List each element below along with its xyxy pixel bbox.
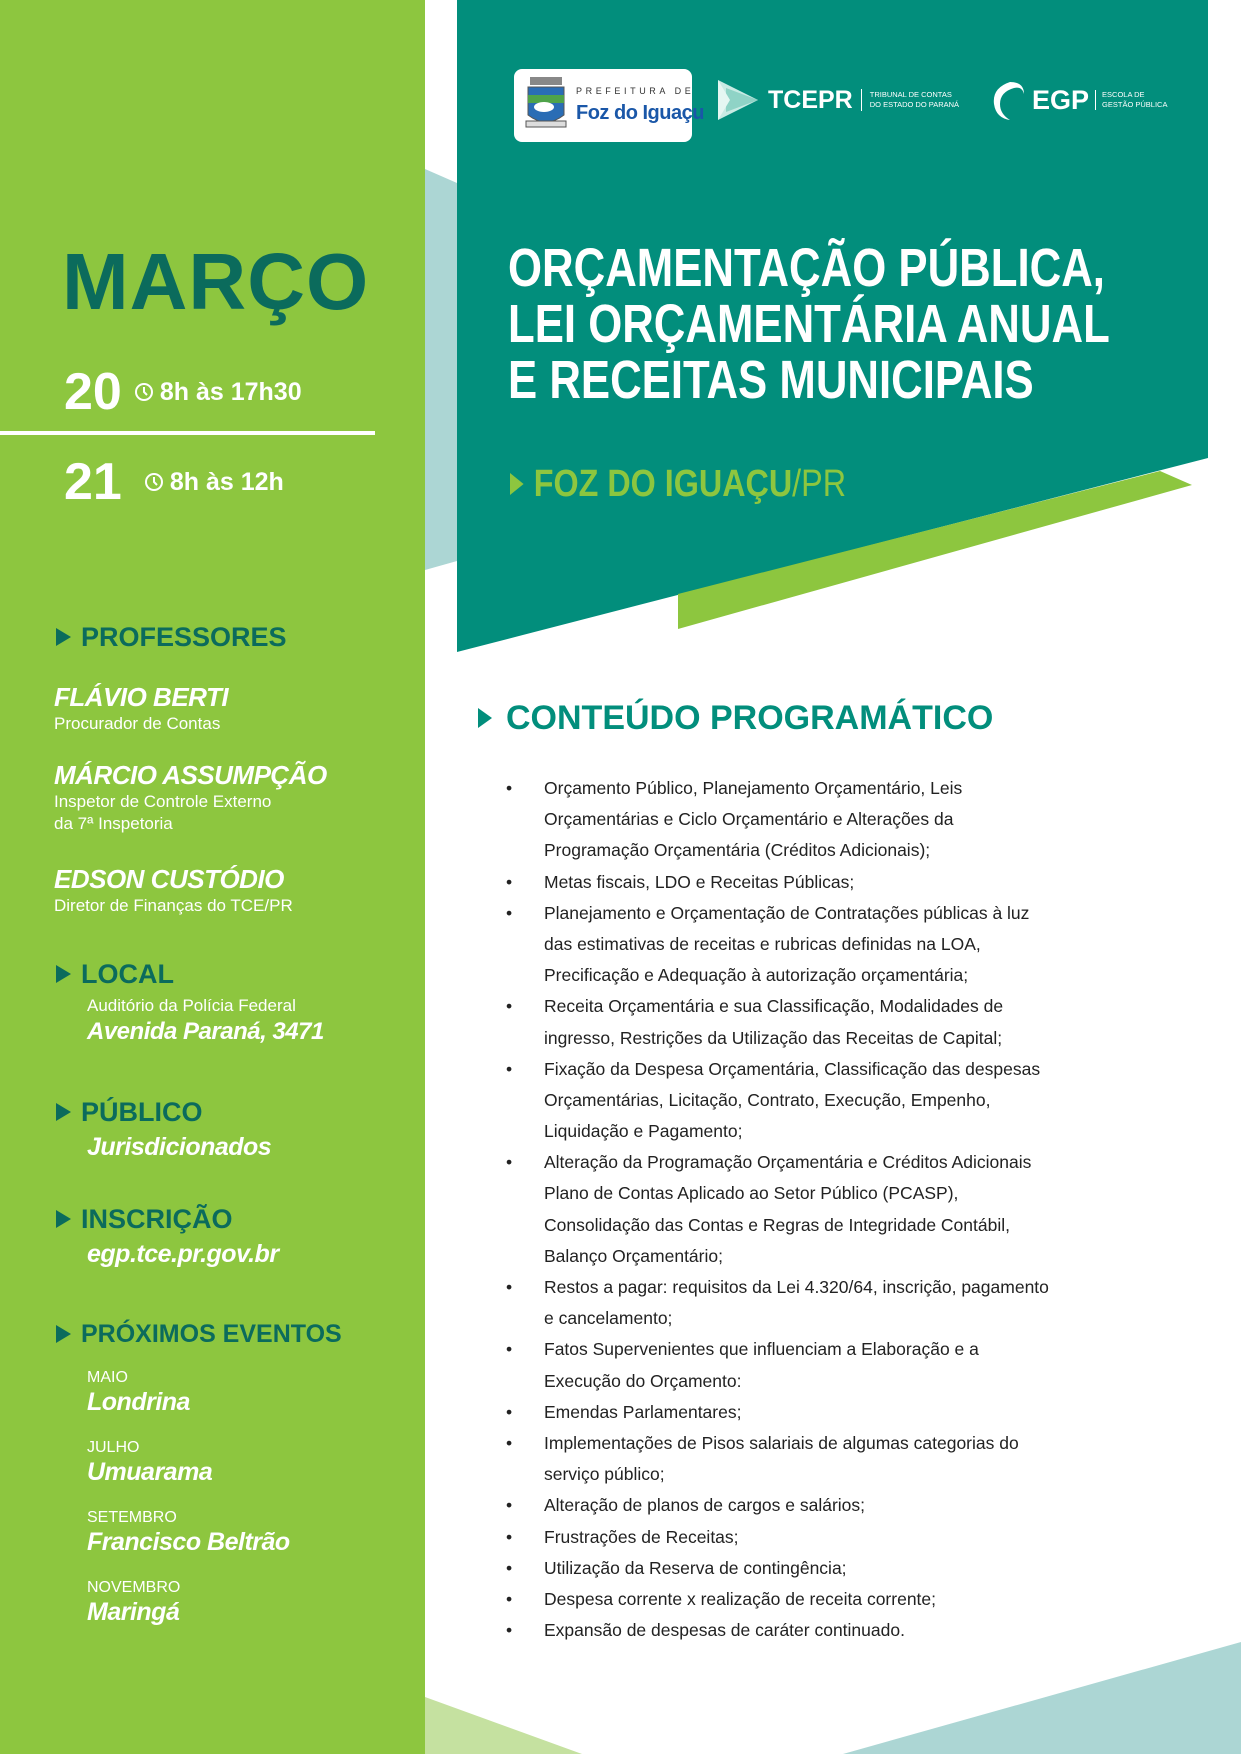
day-time: 8h às 12h	[169, 468, 284, 496]
play-arrow-icon	[56, 1103, 71, 1121]
list-item-text: Utilização da Reserva de contingência;	[544, 1557, 847, 1578]
bullet-icon: •	[506, 1401, 513, 1422]
list-item-text: Metas fiscais, LDO e Receitas Públicas;	[544, 871, 855, 892]
light-green-corner	[425, 1697, 582, 1754]
content-list	[506, 773, 1049, 1646]
event-month: MARÇO	[62, 237, 370, 326]
schedule-day-1	[64, 362, 302, 422]
play-arrow-icon	[56, 1210, 71, 1228]
list-item-line	[506, 929, 1049, 960]
event-location	[510, 462, 846, 506]
list-item-text: Restos a pagar: requisitos da Lei 4.320/64, inscrição, pagamento	[544, 1277, 1049, 1297]
title-line: LEI ORÇAMENTÁRIA ANUAL	[508, 294, 1110, 354]
list-item-text: Programação Orçamentária (Créditos Adicionais);	[544, 840, 931, 861]
list-item-text: Despesa corrente x realização de receita corrente;	[544, 1588, 937, 1609]
play-arrow-icon	[56, 1325, 71, 1343]
list-item-line	[506, 960, 1049, 991]
egp-swirl-icon	[990, 78, 1026, 122]
event-month: SETEMBRO	[87, 1509, 177, 1526]
list-item-text: ingresso, Restrições da Utilização das Receitas de Capital;	[544, 1027, 1003, 1048]
list-item-text: Orçamentárias e Ciclo Orçamentário e Alterações da	[544, 809, 954, 830]
section-heading: PROFESSORES	[81, 622, 287, 652]
event-month: MAIO	[87, 1369, 128, 1386]
list-item-line	[506, 1553, 1049, 1584]
section-professores	[56, 621, 287, 653]
professor-role: Diretor de Finanças do TCE/PR	[54, 896, 293, 915]
list-item-line	[506, 1147, 1049, 1178]
list-item-text: Fixação da Despesa Orçamentária, Classificação das despesas	[544, 1058, 1041, 1079]
tcepr-name: TCEPR	[768, 86, 853, 114]
professor-3	[54, 864, 293, 917]
list-item-text: Balanço Orçamentário;	[544, 1245, 723, 1266]
list-item-line	[506, 867, 1049, 898]
event-item	[87, 1508, 290, 1557]
bullet-icon: •	[506, 1058, 513, 1079]
list-item-line	[506, 1428, 1049, 1459]
day-number: 21	[64, 453, 122, 511]
list-item-line	[506, 1054, 1049, 1085]
local-details	[87, 995, 324, 1047]
list-item-text: Implementações de Pisos salariais de algumas categorias do	[544, 1432, 1019, 1453]
play-arrow-icon	[56, 965, 71, 983]
list-item-line	[506, 773, 1049, 804]
bullet-icon: •	[506, 871, 513, 892]
professor-name: FLÁVIO BERTI	[54, 682, 229, 712]
bullet-icon: •	[506, 1588, 513, 1609]
list-item-line	[506, 1085, 1049, 1116]
section-heading: INSCRIÇÃO	[81, 1204, 233, 1234]
list-item-text: Fatos Supervenientes que influenciam a Elaboração e a	[544, 1339, 979, 1360]
professor-role: Inspetor de Controle Externo	[54, 792, 272, 811]
location-state: /PR	[792, 463, 847, 505]
list-item-text: Receita Orçamentária e sua Classificação, Modalidades de	[544, 996, 1004, 1017]
list-item-text: Alteração da Programação Orçamentária e Créditos Adicionais	[544, 1152, 1032, 1173]
professor-name: EDSON CUSTÓDIO	[54, 864, 284, 894]
list-item-text: Orçamentárias, Licitação, Contrato, Execução, Empenho,	[544, 1089, 991, 1110]
professor-1	[54, 682, 228, 735]
tcepr-triangle-icon	[716, 78, 760, 122]
list-item-text: Orçamento Público, Planejamento Orçamentário, Leis	[544, 778, 963, 798]
professor-role: Procurador de Contas	[54, 714, 221, 733]
list-item-text: Planejamento e Orçamentação de Contratações públicas à luz	[544, 902, 1030, 923]
bullet-icon: •	[506, 1152, 513, 1173]
section-heading: LOCAL	[81, 959, 174, 989]
day-number: 20	[64, 363, 122, 421]
list-item-line	[506, 1615, 1049, 1646]
section-inscricao	[56, 1203, 233, 1235]
list-item-text: Consolidação das Contas e Regras de Integridade Contábil,	[544, 1214, 1010, 1235]
list-item-text: Frustrações de Receitas;	[544, 1526, 739, 1547]
event-city: Francisco Beltrão	[87, 1528, 290, 1556]
bullet-icon: •	[506, 1432, 513, 1453]
list-item-text: serviço público;	[544, 1464, 665, 1485]
list-item-text: Emendas Parlamentares;	[544, 1401, 742, 1422]
list-item-line	[506, 1397, 1049, 1428]
location-city: FOZ DO IGUAÇU	[533, 463, 793, 505]
section-heading: PÚBLICO	[81, 1097, 203, 1127]
play-arrow-icon	[478, 708, 492, 728]
tcepr-line1: TRIBUNAL DE CONTAS	[869, 90, 952, 99]
bullet-icon: •	[506, 902, 513, 923]
list-item-text: Plano de Contas Aplicado ao Setor Público (PCASP),	[544, 1183, 959, 1204]
inscricao-link[interactable]: egp.tce.pr.gov.br	[87, 1240, 279, 1268]
list-item-line	[506, 1178, 1049, 1209]
section-proximos-eventos	[56, 1318, 342, 1350]
tcepr-logo	[716, 78, 959, 122]
professor-2	[54, 760, 327, 835]
tcepr-line2: DO ESTADO DO PARANÁ	[869, 100, 960, 109]
publico-value: Jurisdicionados	[87, 1133, 272, 1161]
event-month: JULHO	[87, 1439, 140, 1456]
list-item-text: Expansão de despesas de caráter continuado.	[544, 1620, 905, 1641]
event-city: Londrina	[87, 1388, 190, 1416]
course-title	[508, 240, 1110, 408]
schedule-day-2	[64, 452, 284, 512]
list-item-text: Liquidação e Pagamento;	[544, 1121, 743, 1142]
clock-icon	[134, 382, 154, 402]
bullet-icon: •	[506, 1620, 513, 1641]
professor-role: da 7ª Inspetoria	[54, 814, 173, 833]
list-item-text: Execução do Orçamento:	[544, 1370, 742, 1391]
local-address: Avenida Paraná, 3471	[87, 1018, 324, 1045]
crest-icon	[524, 77, 568, 135]
section-local	[56, 958, 174, 990]
list-item-text: Alteração de planos de cargos e salários;	[544, 1495, 866, 1516]
list-item-line	[506, 1241, 1049, 1272]
light-blue-band	[425, 169, 457, 570]
event-item	[87, 1578, 180, 1627]
play-arrow-icon	[56, 628, 71, 646]
bullet-icon: •	[506, 1339, 513, 1360]
section-publico	[56, 1096, 203, 1128]
title-line: E RECEITAS MUNICIPAIS	[508, 350, 1034, 410]
list-item-line	[506, 1116, 1049, 1147]
list-item-line	[506, 1490, 1049, 1521]
section-heading: PRÓXIMOS EVENTOS	[81, 1320, 342, 1348]
event-city: Maringá	[87, 1598, 180, 1626]
egp-line1: ESCOLA DE	[1102, 90, 1145, 99]
prefeitura-logo	[514, 69, 704, 142]
list-item-line	[506, 804, 1049, 835]
bullet-icon: •	[506, 1557, 513, 1578]
prefeitura-label: PREFEITURA DE	[576, 86, 695, 96]
local-place: Auditório da Polícia Federal	[87, 996, 296, 1015]
list-item-line	[506, 1584, 1049, 1615]
divider-line	[0, 431, 375, 435]
list-item-text: Precificação e Adequação à autorização orçamentária;	[544, 965, 969, 986]
list-item-line	[506, 1023, 1049, 1054]
list-item-text: e cancelamento;	[544, 1308, 673, 1329]
list-item-line	[506, 1210, 1049, 1241]
egp-name: EGP	[1032, 85, 1090, 115]
light-blue-corner	[843, 1642, 1241, 1754]
section-conteudo	[478, 698, 993, 738]
clock-icon	[144, 472, 164, 492]
professor-name: MÁRCIO ASSUMPÇÃO	[54, 760, 327, 790]
event-item	[87, 1438, 212, 1487]
bullet-icon: •	[506, 1495, 513, 1516]
section-heading: CONTEÚDO PROGRAMÁTICO	[506, 699, 994, 737]
bullet-icon: •	[506, 1526, 513, 1547]
list-item-line	[506, 1522, 1049, 1553]
play-arrow-icon	[510, 473, 524, 495]
prefeitura-city: Foz do Iguaçu	[576, 102, 704, 124]
list-item-line	[506, 1303, 1049, 1334]
list-item-line	[506, 898, 1049, 929]
day-time: 8h às 17h30	[159, 378, 302, 406]
list-item-line	[506, 835, 1049, 866]
bullet-icon: •	[506, 996, 513, 1017]
list-item-line	[506, 1366, 1049, 1397]
list-item-line	[506, 1334, 1049, 1365]
list-item-text: das estimativas de receitas e rubricas definidas na LOA,	[544, 933, 981, 954]
bullet-icon: •	[506, 778, 513, 798]
title-line: ORÇAMENTAÇÃO PÚBLICA,	[508, 238, 1105, 298]
list-item-line	[506, 1459, 1049, 1490]
egp-logo	[990, 78, 1167, 122]
list-item-line	[506, 1272, 1049, 1303]
event-item	[87, 1368, 190, 1417]
event-month: NOVEMBRO	[87, 1579, 181, 1596]
bullet-icon: •	[506, 1277, 513, 1297]
event-city: Umuarama	[87, 1458, 213, 1486]
egp-line2: GESTÃO PÚBLICA	[1102, 100, 1168, 109]
list-item-line	[506, 991, 1049, 1022]
